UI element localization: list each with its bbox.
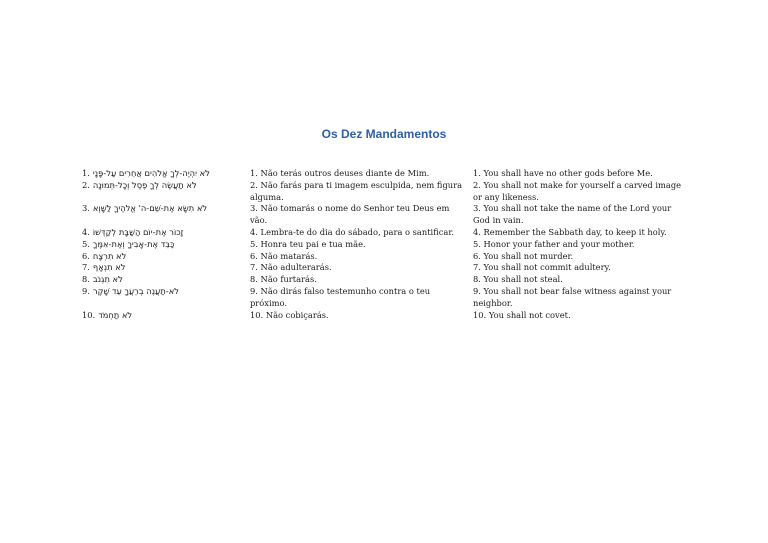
hebrew-commandment xyxy=(82,180,242,204)
hebrew-column xyxy=(82,168,242,321)
commandment-number: 6. xyxy=(82,250,90,261)
english-commandment: 9. You shall not bear false witness against your neighbor. xyxy=(473,285,672,308)
english-commandment: 7. You shall not commit adultery. xyxy=(473,262,611,273)
hebrew-text: לֹא יִהְיֶה-לְךָ אֱלֹהִים אֲחֵרִים עַל-פָּנָי xyxy=(92,168,210,178)
english-commandment: 8. You shall not steal. xyxy=(473,274,563,285)
hebrew-text: זָכוֹר אֶת-יוֹם הַשַּׁבָּת לְקַדְּשׁוֹ xyxy=(92,226,184,237)
portuguese-commandment: 4. Lembra-te do dia do sábado, para o santificar. xyxy=(250,226,455,237)
hebrew-commandment xyxy=(82,274,242,286)
english-commandment: 4. Remember the Sabbath day, to keep it holy. xyxy=(473,226,667,237)
hebrew-text: לֹא תַחְמֹד xyxy=(98,309,133,320)
hebrew-commandment xyxy=(82,227,242,239)
commandment-number: 10. xyxy=(82,309,96,320)
commandment-number: 7. xyxy=(82,262,90,273)
hebrew-commandment xyxy=(82,262,242,274)
hebrew-commandment xyxy=(82,251,242,263)
page-title: Os Dez Mandamentos xyxy=(321,127,447,141)
english-commandment: 10. You shall not covet. xyxy=(473,309,571,320)
commandment-number: 3. xyxy=(82,203,90,214)
hebrew-commandment xyxy=(82,203,242,227)
hebrew-text: לֹא תִרְצָח xyxy=(92,250,127,261)
portuguese-commandment: 9. Não dirás falso testemunho contra o teu próximo. xyxy=(250,285,431,308)
hebrew-text: כַּבֵּד אֶת-אָבִיךָ וְאֶת-אִמֶּךָ xyxy=(92,238,175,249)
english-commandment: 3. You shall not take the name of the Lord your God in vain. xyxy=(473,203,672,226)
english-column xyxy=(473,168,683,321)
hebrew-text: לֹא-תַעֲנֶה בְרֵעֲךָ עֵד שָׁקֶר xyxy=(92,285,180,296)
english-commandment: 1. You shall have no other gods before Me. xyxy=(473,168,653,178)
portuguese-commandment: 3. Não tomarás o nome do Senhor teu Deus em vão. xyxy=(250,203,450,226)
commandment-number: 4. xyxy=(82,226,90,237)
portuguese-commandment: 2. Não farás para ti imagem esculpida, nem figura alguma. xyxy=(250,179,463,202)
portuguese-commandment: 10. Não cobiçarás. xyxy=(250,309,329,320)
english-commandment: 2. You shall not make for yourself a carved image or any likeness. xyxy=(473,179,682,202)
hebrew-text: לֹא תִגְנֹב xyxy=(92,274,123,285)
portuguese-commandment: 1. Não terás outros deuses diante de Mim. xyxy=(250,168,430,178)
english-commandment: 5. Honor your father and your mother. xyxy=(473,238,635,249)
portuguese-commandment: 5. Honra teu pai e tua mãe. xyxy=(250,238,366,249)
commandment-number: 8. xyxy=(82,274,90,285)
hebrew-commandment xyxy=(82,239,242,251)
commandment-number: 9. xyxy=(82,285,90,296)
portuguese-commandment: 6. Não matarás. xyxy=(250,250,318,261)
commandment-number: 2. xyxy=(82,179,90,190)
portuguese-column xyxy=(250,168,466,321)
hebrew-commandment xyxy=(82,168,242,180)
portuguese-commandment: 7. Não adulterarás. xyxy=(250,262,332,273)
hebrew-text: לֹא תִנְאָף xyxy=(92,262,126,273)
commandment-number: 5. xyxy=(82,238,90,249)
hebrew-commandment xyxy=(82,310,242,322)
portuguese-commandment: 8. Não furtarás. xyxy=(250,274,317,285)
hebrew-text: לֹא תַעֲשֶׂה לְךָ פֶסֶל וְכָל-תְּמוּנָה xyxy=(92,179,197,190)
hebrew-text: לֹא תִשָּׂא אֶת-שֵׁם-ה' אֱלֹהֶיךָ לַשָּׁוְא xyxy=(92,203,208,214)
english-commandment: 6. You shall not murder. xyxy=(473,250,574,261)
hebrew-commandment xyxy=(82,286,242,310)
commandment-number: 1. xyxy=(82,168,90,178)
